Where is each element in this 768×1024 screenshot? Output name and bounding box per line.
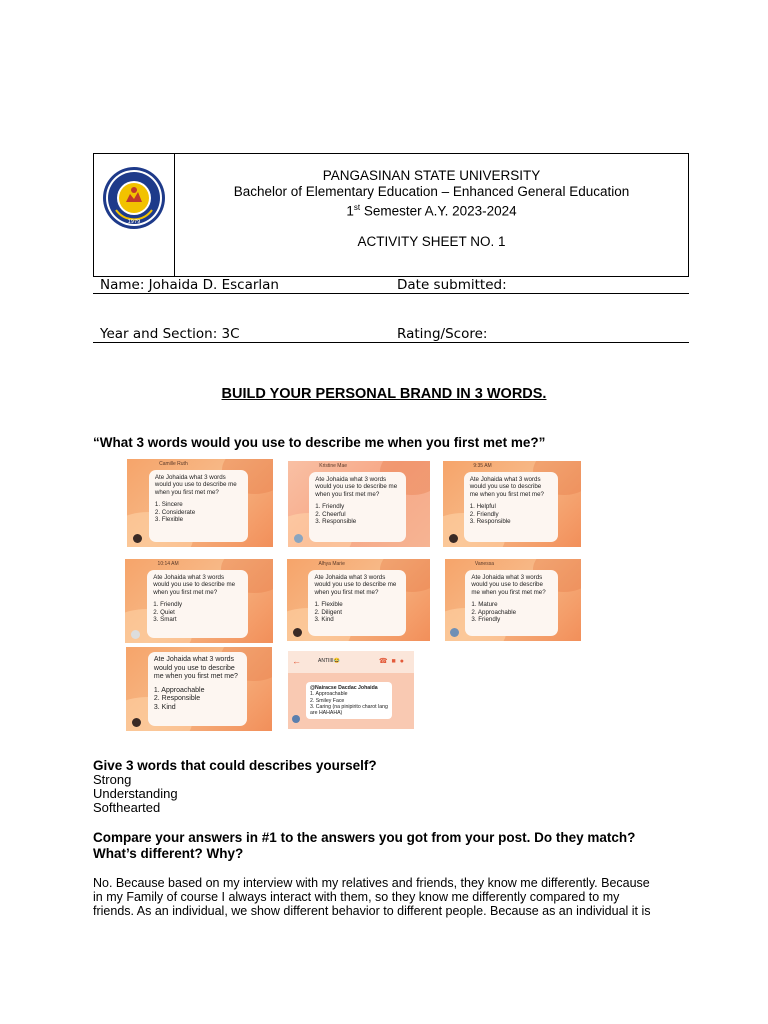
- message-screenshot-1: Camille Ruth Ate Johaida what 3 words would you use to describe me when you first met me? 1. Sincere 2. Considerate 3. Flexible: [127, 459, 273, 547]
- info-row-2: [93, 326, 689, 343]
- avatar: [132, 718, 141, 727]
- answer-2-line-3: Softhearted: [93, 800, 161, 815]
- header-table: [93, 153, 689, 277]
- answer-3-line-1: No. Because based on my interview with my relatives and friends, they know me differently. Because: [93, 876, 650, 890]
- semester: 1st Semester A.Y. 2023-2024: [346, 203, 517, 219]
- year-section: Year and Section: 3C: [100, 326, 240, 342]
- answer-2-line-2: Understanding: [93, 786, 178, 801]
- back-arrow-icon: ←: [292, 656, 301, 666]
- question-2: Give 3 words that could describes yourself?: [93, 758, 377, 773]
- question-1: “What 3 words would you use to describe me when you first met me?”: [93, 435, 546, 450]
- answer-3-line-2: in my Family of course I always interact with them, so they know me differently compared to my: [93, 890, 620, 904]
- message-screenshot-2: Kristine Mae Ate Johaida what 3 words would you use to describe me when you first met me? 1. Friendly 2. Cheerful 3. Responsible: [288, 461, 430, 547]
- message-screenshot-6: Vanessa Ate Johaida what 3 words would you use to describe me when you first met me? 1. Mature 2. Approachable 3. Friendly: [445, 559, 581, 641]
- message-screenshot-5: Alhya Marie Ate Johaida what 3 words would you use to describe me when you first met me? 1. Flexible 2. Diligent 3. Kind: [287, 559, 430, 641]
- question-3-line-2: What’s different? Why?: [93, 846, 244, 861]
- message-screenshot-3: 9:35 AM Ate Johaida what 3 words would you use to describe me when you first met me? 1. Helpful 2. Friendly 3. Responsible: [443, 461, 581, 547]
- answer-2-line-1: Strong: [93, 772, 132, 787]
- student-name: Name: Johaida D. Escarlan: [100, 277, 279, 293]
- university-name: PANGASINAN STATE UNIVERSITY: [322, 168, 541, 183]
- logo-cell: [94, 154, 175, 276]
- avatar: [133, 534, 142, 543]
- chat-header: [288, 651, 414, 673]
- avatar: [292, 715, 300, 723]
- chat-screenshot: [288, 651, 414, 729]
- answer-3-line-3: friends. As an individual, we show different behavior to different people. Because as an individual it is: [93, 904, 651, 918]
- message-screenshot-7: Ate Johaida what 3 words would you use to describe me when you first met me? 1. Approachable 2. Responsible 3. Kind: [126, 647, 272, 731]
- avatar: [293, 628, 302, 637]
- avatar: [449, 534, 458, 543]
- info-row-1: [93, 277, 689, 294]
- chat-name: ANTIIII😂: [318, 658, 340, 664]
- date-submitted: Date submitted:: [397, 277, 507, 293]
- message-screenshot-4: 10:14 AM Ate Johaida what 3 words would you use to describe me when you first met me? 1. Friendly 2. Quiet 3. Smart: [125, 559, 273, 643]
- activity-heading: BUILD YOUR PERSONAL BRAND IN 3 WORDS.: [221, 386, 547, 402]
- call-icons: ☎■●: [378, 658, 408, 665]
- logo-year: 1979: [127, 219, 141, 225]
- avatar: [294, 534, 303, 543]
- question-3-line-1: Compare your answers in #1 to the answers you got from your post. Do they match?: [93, 830, 636, 845]
- rating-score: Rating/Score:: [397, 326, 488, 342]
- chat-message: @Nairacse Dacdac Johaida 1. Approachable 2. Smiley Face 3. Caring (na pinipirito charot lang are HAHAHA): [306, 682, 392, 719]
- program-name: Bachelor of Elementary Education – Enhanced General Education: [233, 184, 630, 199]
- avatar: [131, 630, 140, 639]
- activity-title: ACTIVITY SHEET NO. 1: [357, 233, 506, 249]
- header-text: [175, 154, 688, 250]
- university-seal-logo: [102, 166, 166, 230]
